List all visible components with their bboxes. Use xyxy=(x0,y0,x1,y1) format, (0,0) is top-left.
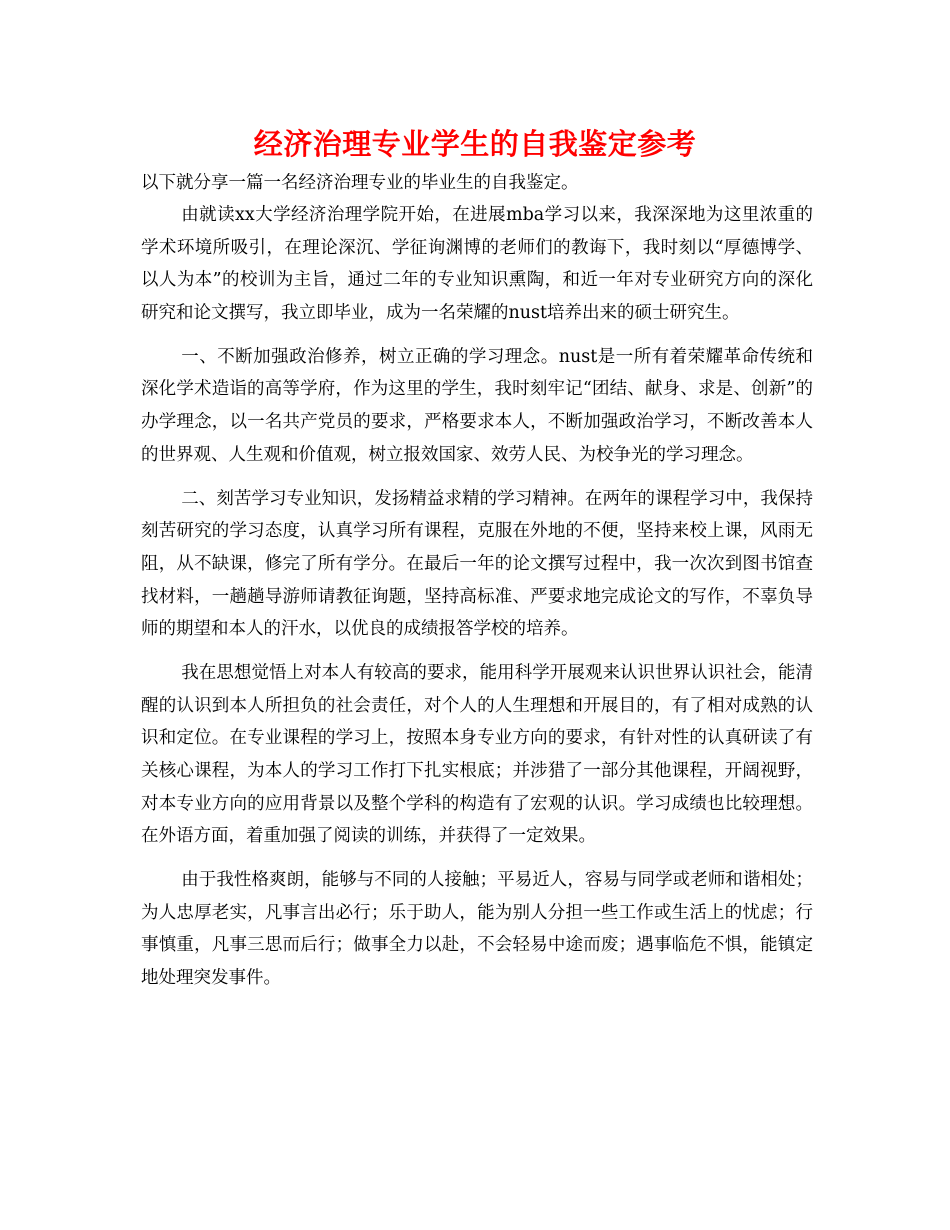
intro-line: 以下就分享一篇一名经济治理专业的毕业生的自我鉴定。 xyxy=(141,173,579,193)
paragraph-3: 二、刻苦学习专业知识，发扬精益求精的学习精神。在两年的课程学习中，我保持刻苦研究的学习态度，认真学习所有课程，克服在外地的不便，坚持来校上课，风雨无阻，从不缺课，修完了所有学分。在最后一年的论文撰写过程中，我一次次到图书馆查找材料，一趟趟导游师请教征询题，坚持高标准、严要求地完成论文的写作，不辜负导师的期望和本人的汗水，以优良的成绩报答学校的培养。 xyxy=(141,488,813,640)
paragraph-4: 我在思想觉悟上对本人有较高的要求，能用科学开展观来认识世界认识社会，能清醒的认识到本人所担负的社会责任，对个人的人生理想和开展目的，有了相对成熟的认识和定位。在专业课程的学习上，按照本身专业方向的要求，有针对性的认真研读了有关核心课程，为本人的学习工作打下扎实根底；并涉猎了一部分其他课程，开阔视野，对本专业方向的应用背景以及整个学科的构造有了宏观的认识。学习成绩也比较理想。在外语方面，着重加强了阅读的训练，并获得了一定效果。 xyxy=(141,663,813,847)
paragraph-5: 由于我性格爽朗，能够与不同的人接触；平易近人，容易与同学或老师和谐相处；为人忠厚老实，凡事言出必行；乐于助人，能为别人分担一些工作或生活上的忧虑；行事慎重，凡事三思而后行；做事全力以赴，不会轻易中途而废；遇事临危不惧，能镇定地处理突发事件。 xyxy=(141,870,813,989)
paragraph-1: 由就读xx大学经济治理学院开始，在进展mba学习以来，我深深地为这里浓重的学术环境所吸引，在理论深沉、学征询渊博的老师们的教诲下，我时刻以“厚德博学、以人为本”的校训为主旨，通过二年的专业知识熏陶，和近一年对专业研究方向的深化研究和论文撰写，我立即毕业，成为一名荣耀的nust培养出来的硕士研究生。 xyxy=(141,205,813,323)
document-body xyxy=(141,199,813,1006)
document-title: 经济治理专业学生的自我鉴定参考 xyxy=(253,127,697,161)
paragraph-2: 一、不断加强政治修养，树立正确的学习理念。nust是一所有着荣耀革命传统和深化学术造诣的高等学府，作为这里的学生，我时刻牢记“团结、献身、求是、创新”的办学理念，以一名共产党员的要求，严格要求本人，不断加强政治学习，不断改善本人的世界观、人生观和价值观，树立报效国家、效劳人民、为校争光的学习理念。 xyxy=(141,346,813,465)
